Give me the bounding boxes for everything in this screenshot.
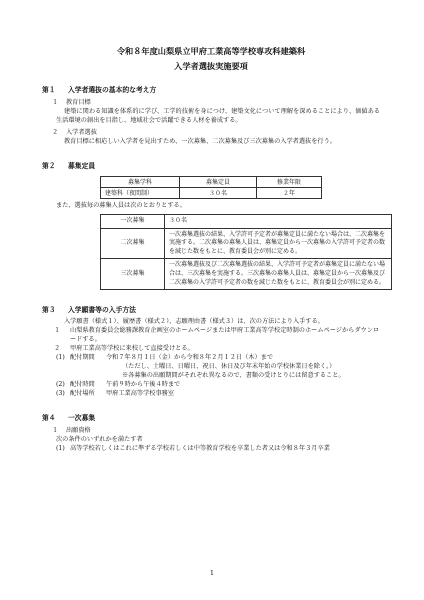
section-1-number: 第１ bbox=[42, 86, 56, 94]
cell-department: 建築科（夜間制） bbox=[101, 188, 180, 199]
rounds-note: また、選抜毎の募集人員は次のとおりとする。 bbox=[56, 202, 186, 209]
eligibility-1-text: 高等学校若しくはこれに準ずる学校若しくは中等教育学校を卒業した者又は令和８年３月卒業 bbox=[70, 445, 330, 453]
cell-duration: ２年 bbox=[257, 188, 322, 199]
schedule-period bbox=[42, 353, 380, 362]
section-4-title: 一次募集 bbox=[68, 414, 96, 423]
round-1-label: 一次募集 bbox=[101, 215, 165, 229]
subsection-1-2-number: ２ bbox=[52, 129, 59, 136]
document-title: 令和８年度山梨県立甲府工業高等学校専攻科建築科 bbox=[116, 46, 306, 56]
schedule-2-value: 午前９時から午後４時まで bbox=[106, 381, 181, 389]
education-goal-text: 建築に関わる知識を体系的に学び、工学的技術を身につけ、建築文化について理解を深めることにより、価値ある生活環境の創出を目指し、地域社会で活躍できる人材を養成する。 bbox=[56, 108, 380, 124]
item-1-number: １ bbox=[54, 327, 61, 335]
section-1-title: 入学者選抜の基本的な考え方 bbox=[68, 86, 157, 94]
enrollment-table bbox=[100, 176, 322, 199]
subsection-4-1 bbox=[42, 426, 380, 435]
header-department: 募集学科 bbox=[101, 177, 180, 188]
recruitment-rounds-table bbox=[100, 214, 392, 290]
subsection-4-1-number: １ bbox=[52, 427, 59, 435]
item-1-text: 山梨県教育委員会総務課教育企画室のホームページまたは甲府工業高等学校定時制のホームページからダウンロードする。 bbox=[70, 327, 380, 344]
round-3-label: 三次募集 bbox=[101, 259, 165, 290]
selection-policy-text: 教育目標に相応しい入学者を見出すため、一次募集、二次募集及び三次募集の入学者選抜を行う。 bbox=[64, 138, 336, 145]
section-2-number: 第２ bbox=[42, 162, 56, 170]
schedule-2-number: (2) bbox=[56, 381, 65, 389]
schedule-place bbox=[42, 389, 380, 398]
schedule-note-holidays: （ただし、土曜日、日曜日、祝日、休日及び年末年始の学校休業日を除く。） bbox=[122, 363, 336, 371]
section-2-title: 募集定員 bbox=[68, 162, 96, 170]
subsection-1-1-number: １ bbox=[52, 99, 59, 106]
schedule-3-number: (3) bbox=[56, 390, 65, 398]
round-3-text: 一次募集選抜及び二次募集選抜の結果、入学許可予定者が募集定員に満たない場合は、三次募集を実施する。三次募集の募集人員は、募集定員から一次募集及び二次募集の入学許可予定者の数を減じた数をもとに、教育委員会が別に定める。 bbox=[165, 259, 392, 290]
table-row bbox=[101, 188, 322, 199]
section-3-number: 第３ bbox=[42, 306, 56, 315]
eligibility-item-1 bbox=[42, 444, 380, 453]
section-3-heading bbox=[42, 306, 380, 315]
section-4-number: 第４ bbox=[42, 414, 56, 423]
round-2-label: 二次募集 bbox=[101, 228, 165, 259]
table-row bbox=[101, 228, 392, 259]
subsection-1-1-title: 教育目標 bbox=[66, 99, 91, 106]
section-4-heading bbox=[42, 414, 380, 423]
round-1-text: ３０名 bbox=[165, 215, 392, 229]
schedule-2-key: 配付時間 bbox=[70, 381, 95, 389]
page-number: 1 bbox=[209, 569, 215, 577]
cell-capacity: ３０名 bbox=[180, 188, 257, 199]
eligibility-1-number: (1) bbox=[56, 445, 65, 453]
schedule-3-value: 甲府工業高等学校事務室 bbox=[106, 390, 175, 398]
schedule-note-periods: ※各募集の出願期間がそれぞれ異なるので、書類の受けとりには留意すること。 bbox=[122, 372, 345, 380]
eligibility-intro: 次の条件のいずれかを満たす者 bbox=[56, 436, 143, 444]
header-capacity: 募集定員 bbox=[180, 177, 257, 188]
item-2-text: 甲府工業高等学校に来校して直接受けとる。 bbox=[70, 345, 194, 353]
document-subtitle: 入学者選抜実施要項 bbox=[174, 61, 248, 71]
subsection-1-1 bbox=[42, 98, 380, 107]
schedule-1-value: 令和７年８月１日（金）から令和８年２月１２日（木）まで bbox=[106, 354, 274, 362]
section-1-heading bbox=[42, 86, 380, 95]
list-item bbox=[42, 344, 380, 353]
subsection-4-1-title: 出願資格 bbox=[66, 427, 91, 435]
enrollment-table-header bbox=[101, 177, 322, 188]
subsection-1-2-title: 入学者選抜 bbox=[66, 129, 97, 136]
application-forms-intro: 入学願書（様式１）、履歴書（様式２）、志願理由書（様式３）は、次の方法により入手する。 bbox=[64, 318, 324, 326]
schedule-3-key: 配付場所 bbox=[70, 390, 95, 398]
schedule-hours bbox=[42, 380, 380, 389]
table-row bbox=[101, 215, 392, 229]
header-duration: 修業年限 bbox=[257, 177, 322, 188]
table-row bbox=[101, 259, 392, 290]
section-3-title: 入学願書等の入手方法 bbox=[68, 306, 136, 315]
schedule-1-key: 配付期間 bbox=[70, 354, 95, 362]
list-item bbox=[42, 326, 380, 344]
subsection-1-2 bbox=[42, 128, 380, 137]
round-2-text: 一次募集選抜の結果、入学許可予定者が募集定員に満たない場合は、二次募集を実施する。二次募集の募集人員は、募集定員から一次募集の入学許可予定者の数を減じた数をもとに、教育委員会が別に定める。 bbox=[165, 228, 392, 259]
section-2-heading bbox=[42, 162, 380, 171]
schedule-1-number: (1) bbox=[56, 354, 65, 362]
item-2-number: ２ bbox=[54, 345, 61, 353]
